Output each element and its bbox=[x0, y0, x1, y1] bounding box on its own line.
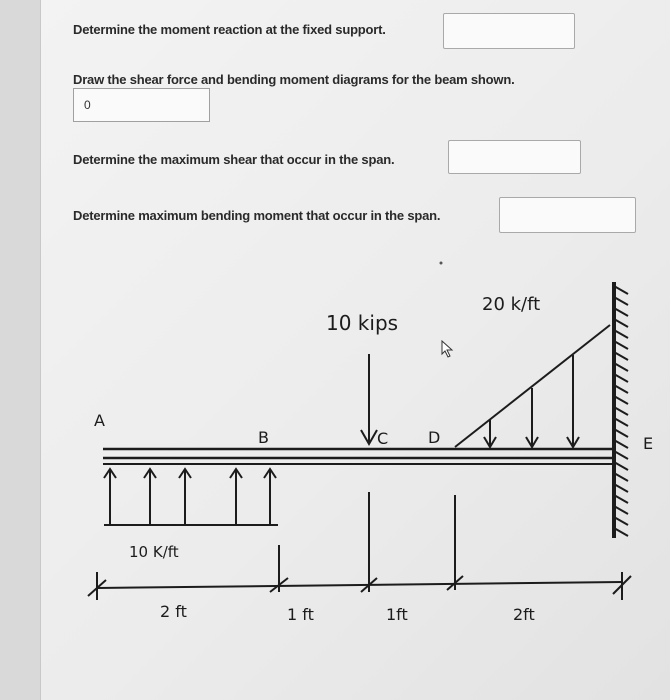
triangular-load-label: 20 k/ft bbox=[482, 294, 541, 315]
triangular-load bbox=[455, 325, 614, 447]
question-max-bending-moment: Determine maximum bending moment that occur in the span. bbox=[73, 208, 441, 223]
diagram-answer-field[interactable]: 0 bbox=[73, 88, 210, 122]
label-d: D bbox=[428, 428, 441, 447]
dimension-bc: 1 ft bbox=[287, 605, 314, 624]
point-load-label: 10 kips bbox=[326, 311, 399, 335]
beam bbox=[103, 449, 612, 464]
mouse-cursor-icon bbox=[442, 341, 452, 357]
label-b: B bbox=[258, 428, 269, 447]
dimension-ab: 2 ft bbox=[160, 602, 187, 621]
dimension-de: 2ft bbox=[513, 605, 535, 624]
uniform-load bbox=[104, 469, 278, 525]
question-shear-moment-diagram: Draw the shear force and bending moment diagrams for the beam shown. bbox=[73, 72, 515, 87]
point-load-arrow bbox=[361, 354, 377, 444]
uniform-load-label: 10 K/ft bbox=[129, 543, 179, 561]
question-moment-reaction: Determine the moment reaction at the fixed support. bbox=[73, 22, 386, 37]
stray-dot bbox=[440, 262, 443, 265]
label-c: C bbox=[377, 429, 389, 448]
label-a: A bbox=[94, 411, 105, 430]
dimension-cd: 1ft bbox=[386, 605, 408, 624]
label-e: E bbox=[643, 434, 654, 453]
fixed-support-wall bbox=[614, 282, 628, 538]
question-max-shear: Determine the maximum shear that occur in the span. bbox=[73, 152, 395, 167]
